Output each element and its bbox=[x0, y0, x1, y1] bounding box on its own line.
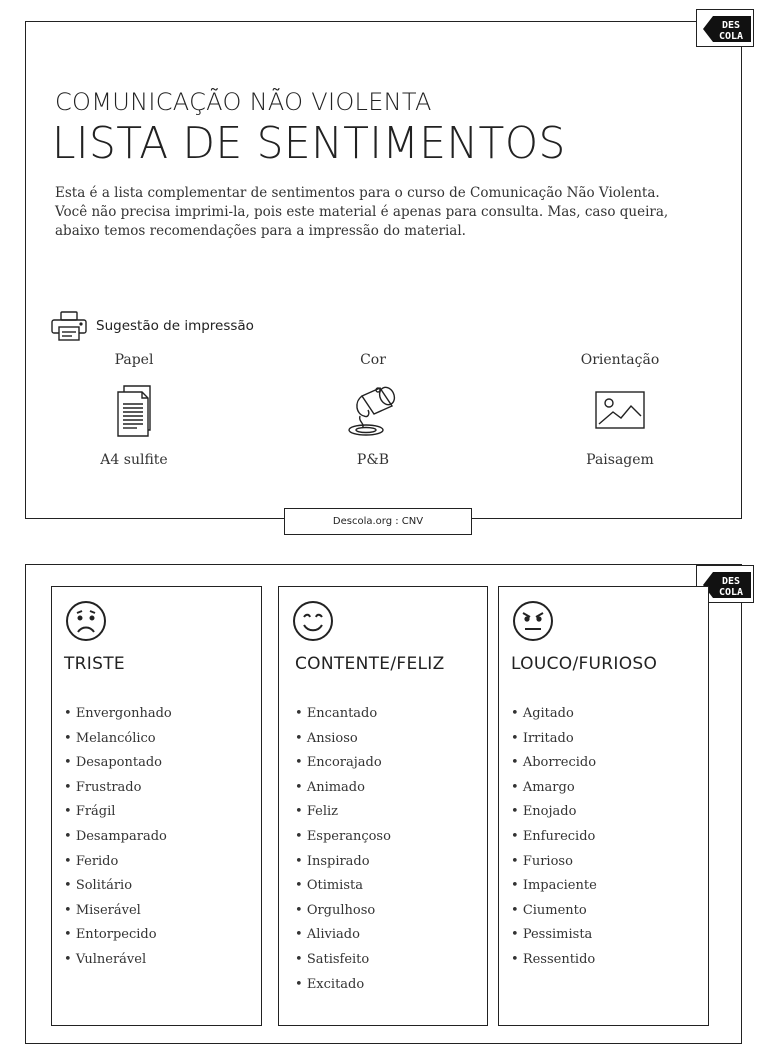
list-item: • Pessimista bbox=[511, 923, 597, 948]
svg-text:COLA: COLA bbox=[718, 31, 744, 42]
list-item: • Ansioso bbox=[295, 727, 391, 752]
svg-text:DES: DES bbox=[721, 576, 741, 587]
list-item: • Entorpecido bbox=[64, 923, 172, 948]
list-item: • Orgulhoso bbox=[295, 899, 391, 924]
list-item: • Miserável bbox=[64, 899, 172, 924]
list-item: • Satisfeito bbox=[295, 948, 391, 973]
list-item: • Desamparado bbox=[64, 825, 172, 850]
list-item: • Enfurecido bbox=[511, 825, 597, 850]
svg-text:DES: DES bbox=[721, 20, 741, 31]
feelings-list bbox=[295, 702, 391, 997]
descola-logo bbox=[696, 9, 754, 47]
list-item: • Animado bbox=[295, 776, 391, 801]
intro-line: Esta é a lista complementar de sentimentos para o curso de Comunicação Não Violenta. bbox=[55, 185, 660, 201]
footer-tab: Descola.org : CNV bbox=[284, 508, 472, 535]
intro-paragraph bbox=[55, 184, 695, 241]
list-item: • Solitário bbox=[64, 874, 172, 899]
course-subtitle: COMUNICAÇÃO NÃO VIOLENTA bbox=[55, 88, 432, 116]
feeling-column-sad bbox=[51, 586, 262, 1026]
list-item: • Agitado bbox=[511, 702, 597, 727]
sad-face-icon bbox=[64, 599, 108, 643]
column-title: LOUCO/FURIOSO bbox=[511, 654, 658, 674]
list-item: • Melancólico bbox=[64, 727, 172, 752]
list-item: • Impaciente bbox=[511, 874, 597, 899]
print-suggestion-heading bbox=[50, 311, 254, 341]
list-item: • Vulnerável bbox=[64, 948, 172, 973]
list-item: • Encantado bbox=[295, 702, 391, 727]
spec-value: A4 sulfite bbox=[100, 452, 168, 468]
spec-value: P&B bbox=[356, 452, 390, 468]
column-title: TRISTE bbox=[64, 654, 125, 674]
list-item: • Frágil bbox=[64, 800, 172, 825]
document-icon bbox=[112, 380, 156, 442]
list-item: • Ferido bbox=[64, 850, 172, 875]
page-title: LISTA DE SENTIMENTOS bbox=[52, 118, 566, 169]
list-item: • Furioso bbox=[511, 850, 597, 875]
intro-line: Você não precisa imprimi-la, pois este material é apenas para consulta. Mas, caso queira, bbox=[55, 204, 669, 220]
landscape-image-icon bbox=[593, 380, 647, 442]
list-item: • Ciumento bbox=[511, 899, 597, 924]
spec-orientation bbox=[540, 352, 700, 468]
feeling-column-angry bbox=[498, 586, 709, 1026]
happy-face-icon bbox=[291, 599, 335, 643]
list-item: • Feliz bbox=[295, 800, 391, 825]
spec-label: Papel bbox=[114, 352, 154, 368]
list-item: • Ressentido bbox=[511, 948, 597, 973]
list-item: • Otimista bbox=[295, 874, 391, 899]
feeling-column-happy bbox=[278, 586, 488, 1026]
list-item: • Desapontado bbox=[64, 751, 172, 776]
list-item: • Amargo bbox=[511, 776, 597, 801]
spec-label: Cor bbox=[360, 352, 386, 368]
paint-bucket-icon bbox=[340, 380, 406, 442]
column-title: CONTENTE/FELIZ bbox=[295, 654, 445, 674]
list-item: • Esperançoso bbox=[295, 825, 391, 850]
list-item: • Aliviado bbox=[295, 923, 391, 948]
list-item: • Encorajado bbox=[295, 751, 391, 776]
list-item: • Irritado bbox=[511, 727, 597, 752]
list-item: • Aborrecido bbox=[511, 751, 597, 776]
spec-paper bbox=[54, 352, 214, 468]
intro-line: abaixo temos recomendações para a impressão do material. bbox=[55, 223, 466, 239]
feelings-list bbox=[511, 702, 597, 973]
list-item: • Frustrado bbox=[64, 776, 172, 801]
angry-face-icon bbox=[511, 599, 555, 643]
spec-color bbox=[293, 352, 453, 468]
list-item: • Inspirado bbox=[295, 850, 391, 875]
spec-label: Orientação bbox=[580, 352, 660, 368]
spec-value: Paisagem bbox=[586, 452, 654, 468]
list-item: • Envergonhado bbox=[64, 702, 172, 727]
print-suggestion-label: Sugestão de impressão bbox=[96, 318, 254, 334]
list-item: • Enojado bbox=[511, 800, 597, 825]
svg-text:COLA: COLA bbox=[718, 587, 744, 598]
feelings-list bbox=[64, 702, 172, 973]
printer-icon bbox=[50, 310, 88, 342]
list-item: • Excitado bbox=[295, 973, 391, 998]
